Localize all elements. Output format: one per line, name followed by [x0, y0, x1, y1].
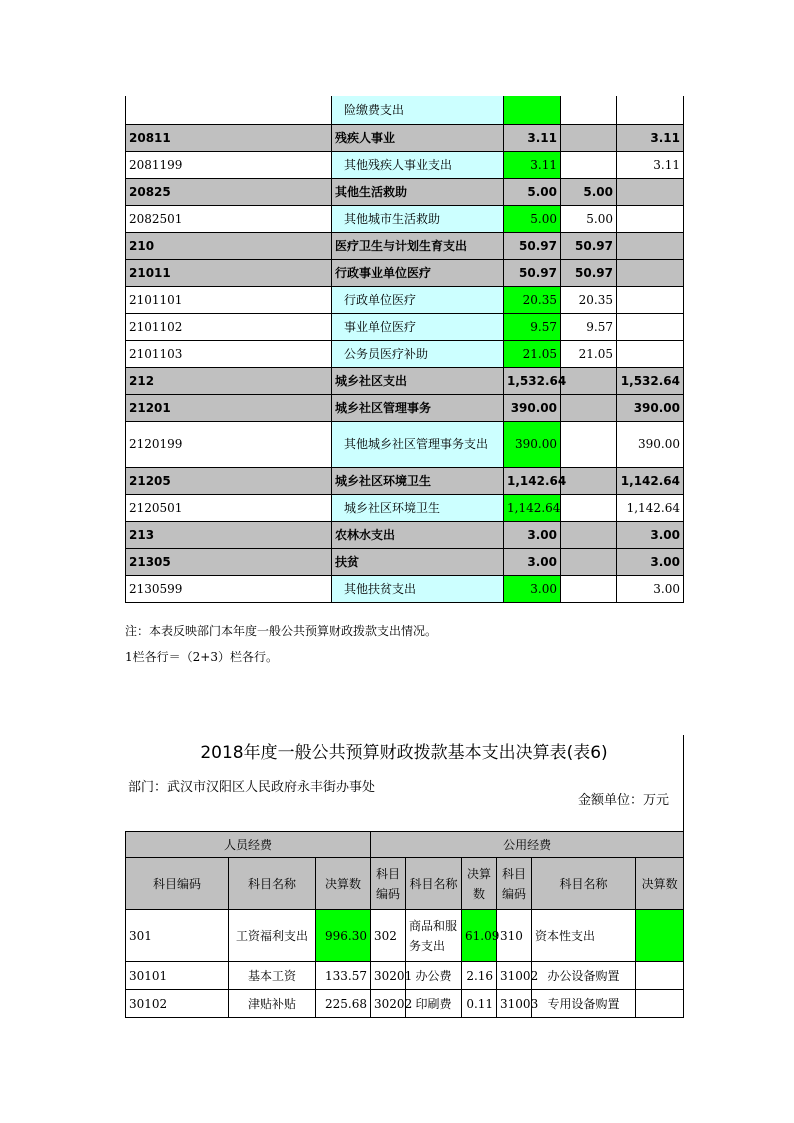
cell-code — [126, 96, 332, 124]
cell-total: 1,142.64 — [504, 467, 561, 494]
cell-project: 1,532.64 — [617, 367, 684, 394]
cell-u-name: 商品和服务支出 — [406, 910, 462, 962]
table-row — [126, 467, 684, 494]
header-u-name: 科目名称 — [406, 858, 462, 910]
cell-u-amount: 2.16 — [462, 962, 497, 990]
cell-name: 其他残疾人事业支出 — [332, 151, 504, 178]
cell-code: 2081199 — [126, 151, 332, 178]
cell-u-amount: 61.09 — [462, 910, 497, 962]
cell-c-amount — [636, 962, 684, 990]
table-row — [126, 124, 684, 151]
cell-code: 2120501 — [126, 494, 332, 521]
table-row — [126, 494, 684, 521]
table-title: 2018年度一般公共预算财政拨款基本支出决算表(表6) — [200, 743, 608, 763]
cell-u-name: 办公费 — [406, 962, 462, 990]
cell-name: 残疾人事业 — [332, 124, 504, 151]
cell-p-code: 30101 — [126, 962, 229, 990]
cell-c-name: 专用设备购置 — [532, 990, 636, 1018]
cell-total: 21.05 — [504, 340, 561, 367]
cell-code: 2101102 — [126, 313, 332, 340]
cell-name: 行政事业单位医疗 — [332, 259, 504, 286]
cell-name: 险缴费支出 — [332, 96, 504, 124]
cell-code: 212 — [126, 367, 332, 394]
right-border-line — [683, 735, 684, 831]
cell-project: 3.11 — [617, 151, 684, 178]
table-row — [126, 910, 684, 962]
cell-basic — [561, 575, 617, 602]
cell-project — [617, 259, 684, 286]
cell-project — [617, 205, 684, 232]
cell-code: 2120199 — [126, 421, 332, 467]
cell-p-amount: 225.68 — [316, 990, 371, 1018]
cell-name: 农林水支出 — [332, 521, 504, 548]
cell-basic: 5.00 — [561, 205, 617, 232]
cell-c-code: 310 — [497, 910, 532, 962]
cell-basic — [561, 467, 617, 494]
cell-p-name: 基本工资 — [229, 962, 316, 990]
cell-total: 50.97 — [504, 259, 561, 286]
table-row — [126, 259, 684, 286]
table-row — [126, 962, 684, 990]
table-row — [126, 151, 684, 178]
cell-name: 其他生活救助 — [332, 178, 504, 205]
cell-code: 2101101 — [126, 286, 332, 313]
cell-name: 城乡社区管理事务 — [332, 394, 504, 421]
header-c-code: 科目编码 — [497, 858, 532, 910]
cell-basic: 5.00 — [561, 178, 617, 205]
table-row — [126, 394, 684, 421]
cell-c-code: 31003 — [497, 990, 532, 1018]
cell-name: 行政单位医疗 — [332, 286, 504, 313]
cell-project — [617, 96, 684, 124]
table-row — [126, 232, 684, 259]
cell-name: 医疗卫生与计划生育支出 — [332, 232, 504, 259]
cell-project: 1,142.64 — [617, 467, 684, 494]
cell-name: 其他城乡社区管理事务支出 — [332, 421, 504, 467]
cell-name: 公务员医疗补助 — [332, 340, 504, 367]
cell-total: 9.57 — [504, 313, 561, 340]
cell-code: 213 — [126, 521, 332, 548]
cell-total: 3.00 — [504, 548, 561, 575]
header-c-name: 科目名称 — [532, 858, 636, 910]
cell-p-amount: 133.57 — [316, 962, 371, 990]
group-header-public: 公用经费 — [371, 832, 684, 858]
cell-code: 2130599 — [126, 575, 332, 602]
cell-project: 3.00 — [617, 548, 684, 575]
cell-u-code: 302 — [371, 910, 406, 962]
header-c-amount: 决算数 — [636, 858, 684, 910]
cell-project: 3.00 — [617, 521, 684, 548]
table-row — [126, 340, 684, 367]
cell-project: 3.11 — [617, 124, 684, 151]
cell-code: 20811 — [126, 124, 332, 151]
header-u-amount: 决算数 — [462, 858, 497, 910]
cell-u-name: 印刷费 — [406, 990, 462, 1018]
cell-total: 1,142.64 — [504, 494, 561, 521]
cell-code: 2101103 — [126, 340, 332, 367]
header-p-code: 科目编码 — [126, 858, 229, 910]
cell-code: 2082501 — [126, 205, 332, 232]
cell-code: 21201 — [126, 394, 332, 421]
cell-total: 20.35 — [504, 286, 561, 313]
cell-basic — [561, 521, 617, 548]
cell-project — [617, 232, 684, 259]
cell-basic — [561, 394, 617, 421]
cell-total: 390.00 — [504, 394, 561, 421]
table-note-formula: 1栏各行＝（2+3）栏各行。 — [125, 650, 278, 664]
cell-total: 3.00 — [504, 575, 561, 602]
table-row — [126, 205, 684, 232]
cell-c-code: 31002 — [497, 962, 532, 990]
table-row — [126, 367, 684, 394]
header-u-code: 科目编码 — [371, 858, 406, 910]
cell-project — [617, 313, 684, 340]
cell-project — [617, 286, 684, 313]
table-row — [126, 313, 684, 340]
header-p-name: 科目名称 — [229, 858, 316, 910]
cell-project: 390.00 — [617, 421, 684, 467]
cell-basic: 20.35 — [561, 286, 617, 313]
cell-total: 50.97 — [504, 232, 561, 259]
department-label: 部门：武汉市汉阳区人民政府永丰街办事处 — [128, 780, 376, 795]
cell-basic — [561, 96, 617, 124]
cell-code: 20825 — [126, 178, 332, 205]
cell-code: 210 — [126, 232, 332, 259]
cell-project — [617, 340, 684, 367]
cell-project: 390.00 — [617, 394, 684, 421]
cell-basic: 50.97 — [561, 232, 617, 259]
cell-total: 3.00 — [504, 521, 561, 548]
table-row — [126, 178, 684, 205]
cell-total: 5.00 — [504, 205, 561, 232]
cell-name: 城乡社区支出 — [332, 367, 504, 394]
table-note: 注：本表反映部门本年度一般公共预算财政拨款支出情况。 — [125, 624, 438, 638]
cell-project: 1,142.64 — [617, 494, 684, 521]
cell-basic — [561, 548, 617, 575]
cell-total: 3.11 — [504, 124, 561, 151]
header-p-amount: 决算数 — [316, 858, 371, 910]
table-row — [126, 421, 684, 467]
cell-total: 3.11 — [504, 151, 561, 178]
cell-c-name: 办公设备购置 — [532, 962, 636, 990]
cell-total: 390.00 — [504, 421, 561, 467]
cell-basic — [561, 421, 617, 467]
cell-name: 城乡社区环境卫生 — [332, 494, 504, 521]
cell-name: 事业单位医疗 — [332, 313, 504, 340]
cell-c-name: 资本性支出 — [532, 910, 636, 962]
cell-project: 3.00 — [617, 575, 684, 602]
cell-c-amount — [636, 990, 684, 1018]
cell-p-code: 30102 — [126, 990, 229, 1018]
expenditure-table — [125, 96, 684, 603]
cell-basic: 50.97 — [561, 259, 617, 286]
cell-code: 21011 — [126, 259, 332, 286]
cell-p-name: 津贴补贴 — [229, 990, 316, 1018]
basic-expenditure-table — [125, 831, 684, 1018]
cell-total: 5.00 — [504, 178, 561, 205]
cell-total: 1,532.64 — [504, 367, 561, 394]
cell-p-amount: 996.30 — [316, 910, 371, 962]
table-row — [126, 521, 684, 548]
cell-total — [504, 96, 561, 124]
cell-basic — [561, 124, 617, 151]
table-row — [126, 575, 684, 602]
table-row — [126, 96, 684, 124]
cell-basic — [561, 494, 617, 521]
cell-name: 城乡社区环境卫生 — [332, 467, 504, 494]
cell-basic — [561, 367, 617, 394]
cell-p-code: 301 — [126, 910, 229, 962]
table-row — [126, 548, 684, 575]
cell-name: 扶贫 — [332, 548, 504, 575]
cell-u-code: 30201 — [371, 962, 406, 990]
table-row — [126, 286, 684, 313]
group-header-personnel: 人员经费 — [126, 832, 371, 858]
cell-u-amount: 0.11 — [462, 990, 497, 1018]
cell-u-code: 30202 — [371, 990, 406, 1018]
cell-basic: 21.05 — [561, 340, 617, 367]
cell-project — [617, 178, 684, 205]
cell-name: 其他扶贫支出 — [332, 575, 504, 602]
cell-name: 其他城市生活救助 — [332, 205, 504, 232]
table-row — [126, 990, 684, 1018]
amount-unit-label: 金额单位：万元 — [578, 793, 670, 808]
cell-p-name: 工资福利支出 — [229, 910, 316, 962]
cell-code: 21305 — [126, 548, 332, 575]
cell-basic — [561, 151, 617, 178]
cell-c-amount — [636, 910, 684, 962]
cell-code: 21205 — [126, 467, 332, 494]
cell-basic: 9.57 — [561, 313, 617, 340]
